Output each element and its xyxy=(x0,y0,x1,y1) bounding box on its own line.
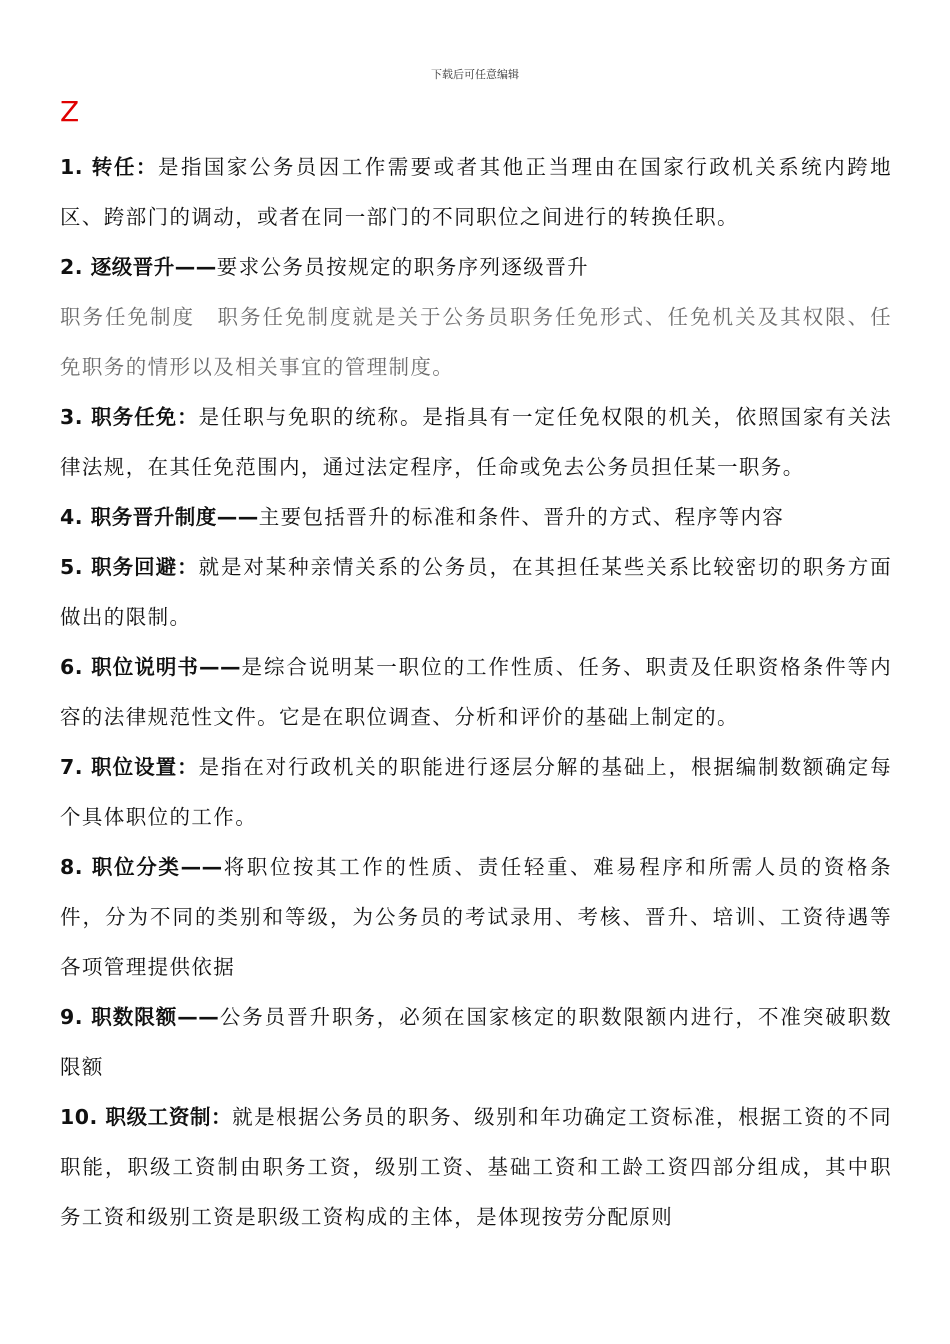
entry-body: 主要包括晋升的标准和条件、晋升的方式、程序等内容 xyxy=(258,505,785,529)
document-body xyxy=(60,142,892,1242)
entry-promotion-system xyxy=(60,492,892,542)
entry-body: 就是对某种亲情关系的公务员，在其担任某些关系比较密切的职务方面做出的限制。 xyxy=(60,555,892,629)
entry-transfer xyxy=(60,142,892,242)
entry-rank-salary xyxy=(60,1092,892,1242)
section-letter: Z xyxy=(60,95,80,128)
entry-term: 7. 职位设置： xyxy=(60,755,199,779)
entry-term: 2. 逐级晋升—— xyxy=(60,255,217,279)
entry-body: 要求公务员按规定的职务序列逐级晋升 xyxy=(216,255,590,279)
entry-term: 6. 职位说明书—— xyxy=(60,655,241,679)
entry-body: 职务任免制度 职务任免制度就是关于公务员职务任免形式、任免机关及其权限、任免职务的情形以及相关事宜的管理制度。 xyxy=(60,305,892,379)
entry-body: 是指国家公务员因工作需要或者其他正当理由在国家行政机关系统内跨地区、跨部门的调动，或者在同一部门的不同职位之间进行的转换任职。 xyxy=(60,155,892,229)
entry-step-promotion xyxy=(60,242,892,292)
entry-job-description xyxy=(60,642,892,742)
entry-term: 3. 职务任免： xyxy=(60,405,199,429)
entry-term: 5. 职务回避： xyxy=(60,555,199,579)
entry-term: 1. 转任： xyxy=(60,155,158,179)
entry-body: 是指在对行政机关的职能进行逐层分解的基础上，根据编制数额确定每个具体职位的工作。 xyxy=(60,755,892,829)
entry-position-setup xyxy=(60,742,892,842)
entry-position-quota xyxy=(60,992,892,1092)
entry-body: 是任职与免职的统称。是指具有一定任免权限的机关，依照国家有关法律法规，在其任免范围内，通过法定程序，任命或免去公务员担任某一职务。 xyxy=(60,405,892,479)
entry-body: 是综合说明某一职位的工作性质、任务、职责及任职资格条件等内容的法律规范性文件。它是在职位调查、分析和评价的基础上制定的。 xyxy=(60,655,892,729)
entry-body: 就是根据公务员的职务、级别和年功确定工资标准，根据工资的不同职能，职级工资制由职务工资，级别工资、基础工资和工龄工资四部分组成，其中职务工资和级别工资是职级工资构成的主体，是体现按劳分配原则 xyxy=(60,1105,893,1229)
entry-appointment xyxy=(60,392,892,492)
entry-term: 10. 职级工资制： xyxy=(60,1105,233,1129)
entry-body: 公务员晋升职务，必须在国家核定的职数限额内进行，不准突破职数限额 xyxy=(60,1005,892,1079)
entry-appointment-system xyxy=(60,292,892,392)
entry-term: 9. 职数限额—— xyxy=(60,1005,220,1029)
entry-body: 将职位按其工作的性质、责任轻重、难易程序和所需人员的资格条件，分为不同的类别和等级，为公务员的考试录用、考核、晋升、培训、工资待遇等各项管理提供依据 xyxy=(60,855,892,979)
entry-term: 8. 职位分类—— xyxy=(60,855,223,879)
entry-position-classification xyxy=(60,842,892,992)
entry-recusal xyxy=(60,542,892,642)
entry-term: 4. 职务晋升制度—— xyxy=(60,505,259,529)
page-header: 下载后可任意编辑 xyxy=(431,68,519,81)
